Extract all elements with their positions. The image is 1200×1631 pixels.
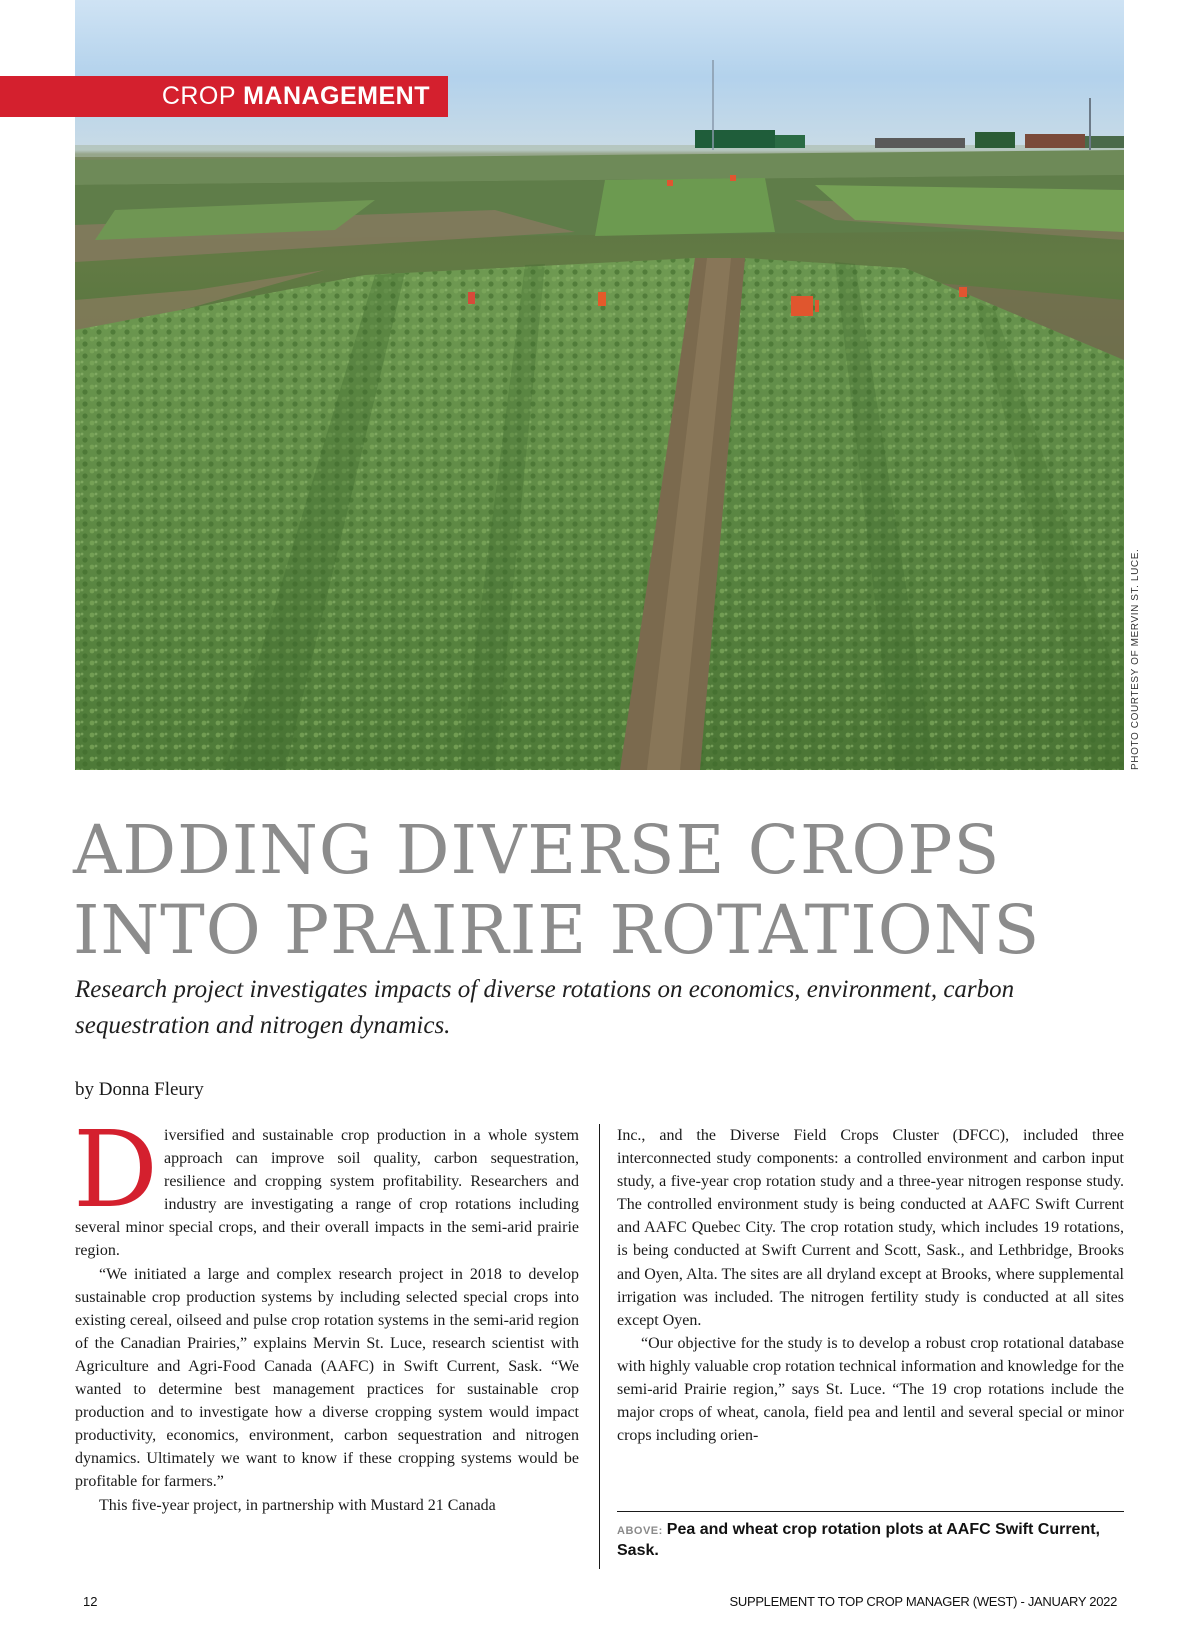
deck: Research project investigates impacts of diverse rotations on economics, environment, carbon sequestration and nitrogen dynamics.: [75, 976, 1015, 1039]
drop-cap: D: [73, 1108, 158, 1231]
body-column-left: [73, 1108, 579, 1517]
section-banner: [0, 76, 448, 117]
section-banner-bold: MANAGEMENT: [243, 82, 430, 110]
headline: [73, 810, 1133, 970]
headline-line-1: ADDING DIVERSE CROPS: [73, 811, 1001, 889]
byline: by Donna Fleury: [75, 1079, 204, 1100]
section-banner-light: CROP: [161, 82, 236, 110]
column-divider: [599, 1124, 600, 1569]
body-paragraph-3: This five-year project, in partnership with Mustard 21 Canada: [99, 1496, 496, 1514]
caption-text: Pea and wheat crop rotation plots at AAFC Swift Current, Sask.: [617, 1521, 1100, 1559]
body-paragraph-1-text: iversified and sustainable crop production in a whole system approach can improve soil quality, carbon sequestration, resilience and cropping system profitability. Researchers and industry are investigating a range of crop rotations including several minor special crops, and their overall impacts in the semi-arid prairie region.: [75, 1127, 579, 1260]
body-paragraph-2: “We initiated a large and complex research project in 2018 to develop sustainable crop production systems by including selected special crops into existing cereal, oilseed and pulse crop rotation systems in the semi-arid region of the Canadian Prairies,” explains Mervin St. Luce, research scientist with Agriculture and Agri-Food Canada (AAFC) in Swift Current, Sask. “We wanted to determine best management practices for sustainable crop production and to investigate how a diverse cropping system would impact productivity, economics, environment, carbon sequestration and nitrogen dynamics. Ultimately we want to know if these cropping systems would be profitable for farmers.”: [75, 1265, 579, 1491]
photo-caption: [617, 1520, 1124, 1561]
caption-lead: ABOVE:: [617, 1525, 663, 1537]
body-paragraph-1: [73, 1108, 579, 1263]
body-paragraph-4: Inc., and the Diverse Field Crops Cluster (DFCC), included three interconnected study components: a controlled environment and carbon input study, a five-year crop rotation study and a three-year nitrogen response study. The controlled environment study is being conducted at AAFC Swift Current and AAFC Quebec City. The crop rotation study, which includes 19 rotations, is being conducted at Swift Current and Scott, Sask., and Lethbridge, Brooks and Oyen, Alta. The sites are all dryland except at Brooks, where supplemental irrigation was included. The nitrogen fertility study is conducted at all sites except Oyen.: [617, 1127, 1124, 1329]
footer-publication: SUPPLEMENT TO TOP CROP MANAGER (WEST) - JANUARY 2022: [729, 1594, 1117, 1609]
photo-credit: PHOTO COURTESY OF MERVIN ST. LUCE.: [1130, 548, 1141, 770]
caption-rule: [617, 1511, 1124, 1512]
page-number: 12: [83, 1594, 98, 1609]
body-paragraph-5: “Our objective for the study is to develop a robust crop rotational database with highly valuable crop rotation technical information and knowledge for the semi-arid Prairie region,” says St. Luce. “The 19 crop rotations include the major crops of wheat, canola, field pea and lentil and several special or minor crops including orien-: [617, 1334, 1124, 1445]
headline-line-2: INTO PRAIRIE ROTATIONS: [73, 891, 1041, 969]
body-column-right: [617, 1124, 1124, 1447]
